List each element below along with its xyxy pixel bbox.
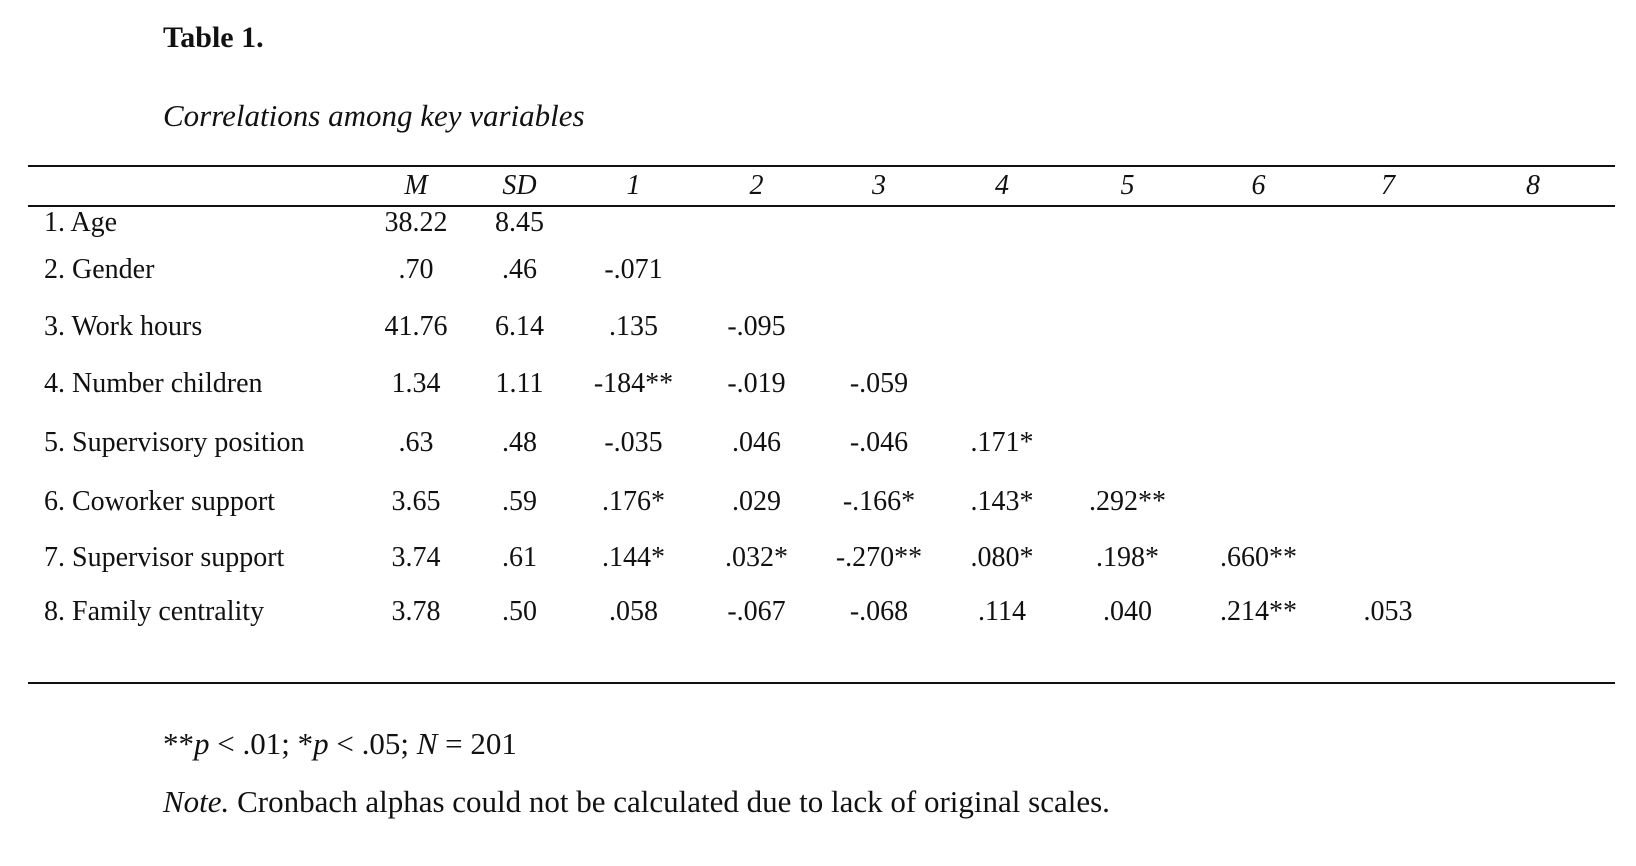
table-cell: .46: [502, 253, 537, 285]
table-row: [28, 241, 1615, 298]
table-row: [28, 298, 1615, 355]
column-header-4: 3: [872, 170, 886, 201]
table-cell: .040: [1103, 596, 1152, 627]
table-cell: 8.45: [495, 207, 544, 238]
table-subtitle: Correlations among key variables: [163, 98, 585, 133]
column-header-7: 6: [1251, 170, 1266, 201]
column-header-5: 4: [995, 170, 1009, 201]
table-cell: [696, 205, 817, 241]
column-header-variable: [28, 167, 364, 205]
column-header-0: M: [404, 170, 428, 201]
sig-n-var: N: [416, 726, 438, 761]
row-label: 8. Family centrality: [44, 596, 265, 627]
table-cell: -.019: [727, 368, 786, 399]
table-cell: .143*: [970, 486, 1034, 517]
significance-footnote: [163, 724, 517, 764]
table-cell: [817, 298, 941, 355]
table-cell: .660**: [1220, 542, 1297, 573]
table-cell: [941, 205, 1063, 241]
table-note: [163, 782, 1110, 822]
table-cell: 3.74: [391, 542, 441, 573]
table-cell: [1063, 205, 1192, 241]
table-cell: [1325, 205, 1451, 241]
table-cell: .171*: [970, 427, 1034, 458]
table-cell: [1451, 531, 1615, 585]
column-header-8: 7: [1381, 170, 1395, 201]
table-cell: [1063, 241, 1192, 298]
table-row: [28, 531, 1615, 585]
row-label: 5. Supervisory position: [44, 427, 305, 458]
table-row: [28, 355, 1615, 413]
table-cell: [817, 241, 941, 298]
table-cell: [1451, 241, 1615, 298]
table-cell: .292**: [1089, 486, 1166, 517]
table-cell: [1451, 205, 1615, 241]
table-cell: [1325, 413, 1451, 473]
table-cell: -.270**: [835, 542, 923, 573]
table-row: [28, 205, 1615, 241]
table-cell: [1451, 585, 1615, 639]
table-cell: .135: [609, 310, 658, 342]
column-header-1: SD: [502, 170, 537, 201]
table-cell: .046: [732, 427, 781, 458]
table-row: [28, 473, 1615, 531]
note-text: Cronbach alphas could not be calculated due to lack of original scales.: [229, 784, 1110, 819]
row-label: 4. Number children: [44, 368, 263, 399]
table-cell: [1192, 241, 1325, 298]
table-cell: .198*: [1096, 542, 1159, 573]
table-cell: [1325, 355, 1451, 413]
row-label: 2. Gender: [44, 253, 155, 285]
table-cell: .70: [398, 253, 434, 285]
table-cell: [1192, 473, 1325, 531]
table-row: [28, 413, 1615, 473]
column-header-3: 2: [749, 170, 764, 201]
table-cell: -.059: [849, 368, 909, 399]
sig-p1-text: < .01; *: [209, 726, 314, 761]
table-cell: [1325, 241, 1451, 298]
table-cell: [1325, 531, 1451, 585]
table-cell: .144*: [602, 542, 665, 573]
note-label: Note.: [163, 784, 230, 819]
table-cell: .058: [609, 596, 658, 627]
table-cell: .63: [398, 427, 434, 458]
column-header-9: 8: [1526, 170, 1540, 201]
table-cell: [941, 355, 1063, 413]
table-cell: [1192, 355, 1325, 413]
table-cell: .61: [502, 542, 537, 573]
correlation-table: [28, 167, 1615, 639]
table-cell: -.046: [849, 427, 909, 458]
bottom-rule: [28, 682, 1615, 684]
sig-p1-prefix: **: [163, 726, 194, 761]
table-cell: [817, 205, 941, 241]
table-cell: -.035: [604, 427, 663, 458]
table-cell: -.068: [849, 596, 909, 627]
table-cell: .48: [502, 427, 537, 458]
table-cell: .032*: [725, 542, 788, 573]
table-cell: [1451, 473, 1615, 531]
table-cell: -184**: [593, 368, 674, 399]
table-cell: 1.34: [391, 368, 441, 399]
table-cell: [1451, 298, 1615, 355]
table-cell: [941, 241, 1063, 298]
table-cell: .114: [978, 596, 1026, 627]
sig-p2-var: p: [313, 726, 329, 761]
table-cell: .053: [1363, 596, 1413, 627]
table-cell: [1063, 413, 1192, 473]
column-header-2: 1: [626, 170, 641, 201]
table-cell: .176*: [602, 486, 665, 517]
row-label: 3. Work hours: [44, 310, 203, 342]
table-cell: .59: [502, 486, 537, 517]
table-cell: 6.14: [495, 310, 544, 342]
table-title: Table 1.: [163, 21, 264, 54]
table-cell: [696, 241, 817, 298]
table-cell: [571, 205, 696, 241]
table-cell: 41.76: [384, 310, 448, 342]
table-cell: [1451, 413, 1615, 473]
table-cell: [1192, 413, 1325, 473]
table-cell: -.067: [727, 596, 786, 627]
table-cell: [1451, 355, 1615, 413]
sig-p2-text: < .05;: [328, 726, 417, 761]
table-cell: [941, 298, 1063, 355]
table-cell: [1192, 205, 1325, 241]
table-cell: [1063, 298, 1192, 355]
row-label: 6. Coworker support: [44, 486, 275, 517]
table-cell: [1325, 298, 1451, 355]
sig-n-text: = 201: [437, 726, 517, 761]
table-cell: -.166*: [842, 486, 916, 517]
table-row: [28, 585, 1615, 639]
table-cell: 3.65: [391, 486, 441, 517]
header-row: [28, 167, 1615, 205]
table-cell: 1.11: [495, 368, 544, 399]
table-cell: -.071: [604, 253, 663, 285]
table-cell: [1325, 473, 1451, 531]
table-cell: [1063, 355, 1192, 413]
table-cell: [1192, 298, 1325, 355]
table-cell: .50: [502, 596, 537, 627]
table-body: [28, 205, 1615, 639]
row-label: 7. Supervisor support: [44, 542, 285, 573]
table-cell: .029: [732, 486, 781, 517]
table-cell: 3.78: [391, 596, 441, 627]
column-header-6: 5: [1120, 170, 1135, 201]
table-cell: 38.22: [384, 207, 448, 238]
sig-p1-var: p: [194, 726, 210, 761]
table-cell: -.095: [727, 310, 786, 342]
table-cell: .080*: [970, 542, 1034, 573]
table-cell: .214**: [1220, 596, 1297, 627]
row-label: 1. Age: [44, 207, 118, 238]
